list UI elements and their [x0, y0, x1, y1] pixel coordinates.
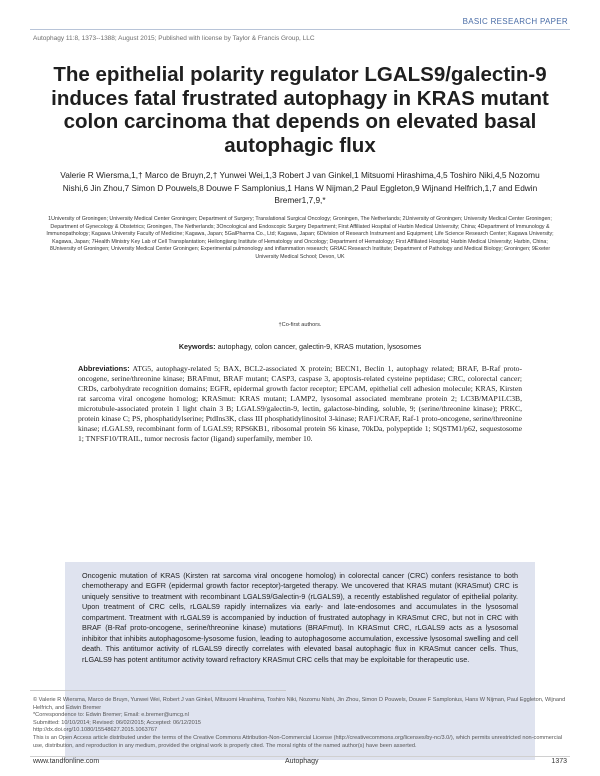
keywords — [0, 342, 600, 351]
footer-journal: Autophagy — [285, 758, 319, 765]
journal-meta: Autophagy 11:8, 1373--1388; August 2015; Published with license by Taylor & Francis Group, LLC — [33, 35, 315, 42]
copyright-holders: © Valerie R Wiersma, Marco de Bruyn, Yunwei Wei, Robert J van Ginkel, Mitsuomi Hirashima, Toshiro Niki, Nozomu Nishi, Jin Zhou, Simon D Pouwels, Douwe F Samplonius, Hans W Nijman, Paul Eggleton, Wijnand Helfrich, and Edwin Bremer — [33, 697, 566, 711]
abbreviations-text: ATG5, autophagy-related 5; BAX, BCL2-associated X protein; BECN1, Beclin 1, autophagy related; BRAF, B-Raf proto-oncogene, serine/threonine kinase; BRAFmut, BRAF mutant; CASP3, caspase 3, apoptosis-related cysteine peptidase; CRC, colorectal cancer; CRDs, carbohydrate recognition domains; EGFR, epidermal growth factor receptor; EPCAM, epithelial cell adhesion molecule; KRAS, Kirsten rat sarcoma viral oncogene homolog; KRASmut: KRAS mutant; LAMP2, lysosomal associated membrane protein 2; LC3B/MAP1LC3B, microtubule-associated protein 1 light chain 3 B; LGALS9/galectin-9, lectin, galactose-binding, soluble, 9; (serine/threonine kinase); PRKC, protein kinase C; PS, phosphatidylserine; PtdIns3K, class III phosphatidylinositol 3-kinase; RAF1/CRAF, Raf-1 proto-oncogene, serine/threonine kinase; rLGALS9, recombinant form of LGALS9; RPS6KB1, ribosomal protein S6 kinase, 70kDa, polypeptide 1; SQSTM1/p62, sequestosome 1; TNFSF10/TRAIL, tumor necrosis factor (ligand) superfamily, member 10. — [78, 364, 523, 443]
footer-rule — [30, 756, 570, 757]
article-title: The epithelial polarity regulator LGALS9/galectin-9 induces fatal frustrated autophagy in KRAS mutant colon carcinoma that depends on elevated basal autophagic flux — [51, 63, 549, 157]
affiliations: 1University of Groningen; University Medical Center Groningen; Department of Surgery; Translational Surgical Oncology; Groningen, The Netherlands; 2University of Groningen; University Medical Center Groningen; Department of Gynecology & Obstetrics; Groningen, The Netherlands; 3Oncological and Endoscopic Surgery Department; First Affiliated Hospital of Harbin Medical University; China; 4Department of Immunology & Immunopathology; Kagawa University Faculty of Medicine; Kagawa, Japan; 5GalPharma Co., Ltd; Kagawa, Japan; 6Division of Research Instrument and Equipment; Life Science Research Center; Kagawa University; Kagawa, Japan; 7Health Ministry Key Lab of Cell Transplantation; Heilongjiang Institute of Hematology and Oncology; Department of Hematology; First Affiliated Hospital; Harbin Medical University; Harbin, China; 8University of Groningen; University Medical Center Groningen; Experimental pulmonology and inflammation research; GRIAC Research Institute; Department of Pathology and Medical Biology; Groningen; 9Exeter University Medical School; Devon, UK — [46, 216, 554, 260]
abbreviations-label: Abbreviations: — [78, 364, 130, 373]
abbreviations — [78, 364, 522, 444]
license-text: This is an Open Access article distributed under the terms of the Creative Commons Attribution-Non-Commercial License (http://creativecommons.org/licenses/by-nc/3.0/), which permits unrestricted non-commercial use, distribution, and reproduction in any medium, provided the original work is properly cited. The moral rights of the named author(s) have been asserted. — [33, 734, 563, 749]
page-number: 1373 — [551, 758, 567, 765]
header-rule — [30, 29, 570, 30]
abstract: Oncogenic mutation of KRAS (Kirsten rat sarcoma viral oncogene homolog) in colorectal cancer (CRC) confers resistance to both chemotherapy and EGFR (epidermal growth factor receptor)-targeted therapy. We uncovered that KRAS mutant (KRASmut) CRC is uniquely sensitive to treatment with recombinant LGALS9/Galectin-9 (rLGALS9), a recently established regulator of epithelial polarity. Upon treatment of CRC cells, rLGALS9 rapidly internalizes via early- and late-endosomes and accumulates in the lysosomal compartment. Treatment with rLGALS9 is accompanied by induction of frustrated autophagy in KRASmut CRC, but not in CRC with BRAF (B-Raf proto-oncogene, serine/threonine kinase) mutations (BRAFmut). In KRASmut CRC, rLGALS9 acts as a lysosomal inhibitor that inhibits autophagosome-lysosome fusion, leading to autophagosome accumulation, excessive lysosomal swelling and cell death. This antitumor activity of rLGALS9 directly correlates with elevated basal autophagic flux in KRASmut cancer cells. Thus, rLGALS9 has potent antitumor activity toward refractory KRASmut CRC cells that may be exploitable for therapeutic use. — [82, 571, 518, 664]
correspondence: *Correspondence to: Edwin Bremer; Email: e.bremer@umcg.nl — [33, 712, 189, 719]
cofirst-note: †Co-first authors. — [278, 322, 322, 328]
author-list: Valerie R Wiersma,1,† Marco de Bruyn,2,† Yunwei Wei,1,3 Robert J van Ginkel,1 Mitsuomi Hirashima,4,5 Toshiro Niki,4,5 Nozomu Nishi,6 Jin Zhou,7 Simon D Pouwels,8 Douwe F Samplonius,1 Hans W Nijman,2 Paul Eggleton,9 Wijnand Helfrich,1,7 and Edwin Bremer1,7,9,* — [60, 170, 540, 205]
keywords-label: Keywords: — [178, 342, 216, 351]
copyright-rule — [30, 690, 286, 691]
footer-website[interactable]: www.tandfonline.com — [33, 758, 100, 765]
keywords-text: autophagy, colon cancer, galectin-9, KRAS mutation, lysosomes — [217, 342, 422, 351]
section-label: BASIC RESEARCH PAPER — [462, 17, 568, 26]
copyright-block — [33, 697, 573, 750]
doi-link[interactable]: http://dx.doi.org/10.1080/15548627.2015.1063767 — [33, 727, 158, 734]
submission-dates: Submitted: 10/10/2014; Revised: 06/02/2015; Accepted: 06/12/2015 — [33, 719, 201, 726]
